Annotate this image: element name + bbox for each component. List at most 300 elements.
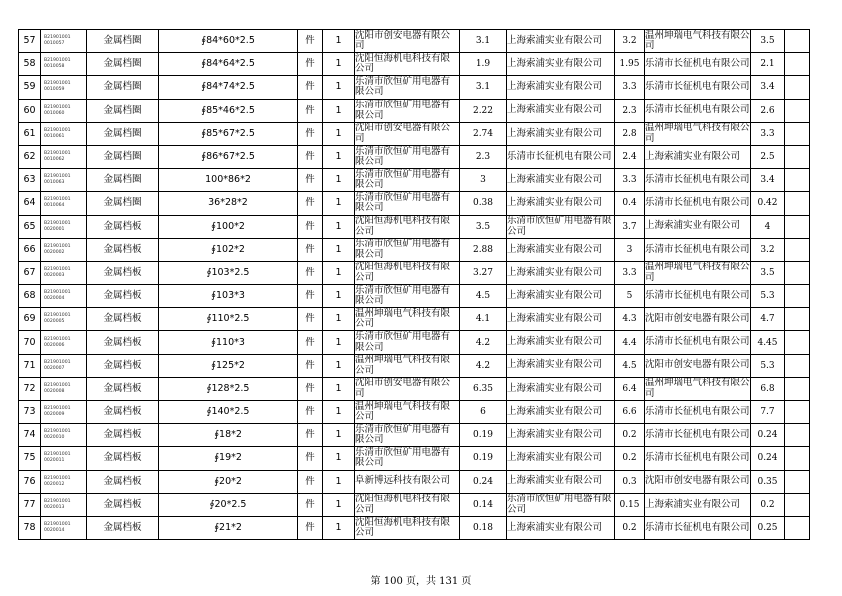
- material-name: 金属档圈: [87, 122, 159, 145]
- price-3: 3.2: [751, 238, 785, 261]
- supplier-1: 乐清市欣恒矿用电器有限公司: [355, 424, 460, 447]
- unit: 件: [298, 238, 323, 261]
- material-name: 金属档圈: [87, 169, 159, 192]
- page-footer: 第 100 页，共 131 页: [370, 576, 472, 587]
- supplier-3: 沈阳市创安电器有限公司: [645, 308, 751, 331]
- supplier-3: 乐清市长征机电有限公司: [645, 447, 751, 470]
- supplier-1: 乐清市欣恒矿用电器有限公司: [355, 192, 460, 215]
- supplier-3: 乐清市长征机电有限公司: [645, 331, 751, 354]
- material-spec: 100*86*2: [159, 169, 298, 192]
- price-2: 5: [615, 285, 645, 308]
- row-number: 75: [19, 447, 41, 470]
- price-1: 0.18: [460, 516, 507, 539]
- price-1: 0.19: [460, 447, 507, 470]
- blank-cell: [785, 238, 810, 261]
- material-name: 金属档圈: [87, 145, 159, 168]
- supplier-1: 沈阳恒海机电科技有限公司: [355, 261, 460, 284]
- material-name: 金属档板: [87, 261, 159, 284]
- supplier-1: 沈阳恒海机电科技有限公司: [355, 53, 460, 76]
- supplier-1: 温州坤瑞电气科技有限公司: [355, 308, 460, 331]
- blank-cell: [785, 76, 810, 99]
- price-1: 0.24: [460, 470, 507, 493]
- material-name: 金属档板: [87, 215, 159, 238]
- row-number: 71: [19, 354, 41, 377]
- material-code: B21901001 0020006: [41, 331, 87, 354]
- row-number: 72: [19, 377, 41, 400]
- price-3: 3.5: [751, 261, 785, 284]
- supplier-1: 乐清市欣恒矿用电器有限公司: [355, 447, 460, 470]
- material-code: B21901001 0020002: [41, 238, 87, 261]
- price-1: 3.5: [460, 215, 507, 238]
- material-name: 金属档板: [87, 377, 159, 400]
- price-1: 3.27: [460, 261, 507, 284]
- price-2: 3.3: [615, 169, 645, 192]
- blank-cell: [785, 447, 810, 470]
- quantity: 1: [323, 377, 355, 400]
- material-spec: ∮86*67*2.5: [159, 145, 298, 168]
- supplier-3: 乐清市长征机电有限公司: [645, 76, 751, 99]
- supplier-1: 沈阳恒海机电科技有限公司: [355, 215, 460, 238]
- supplier-3: 乐清市长征机电有限公司: [645, 99, 751, 122]
- material-spec: ∮84*74*2.5: [159, 76, 298, 99]
- material-name: 金属档圈: [87, 53, 159, 76]
- unit: 件: [298, 308, 323, 331]
- row-number: 68: [19, 285, 41, 308]
- price-3: 6.8: [751, 377, 785, 400]
- material-name: 金属档圈: [87, 76, 159, 99]
- price-1: 2.74: [460, 122, 507, 145]
- supplier-1: 沈阳恒海机电科技有限公司: [355, 516, 460, 539]
- quantity: 1: [323, 99, 355, 122]
- supplier-3: 乐清市长征机电有限公司: [645, 192, 751, 215]
- material-spec: ∮21*2: [159, 516, 298, 539]
- price-1: 4.5: [460, 285, 507, 308]
- supplier-3: 温州坤瑞电气科技有限公司: [645, 29, 750, 52]
- price-3: 3.4: [751, 76, 785, 99]
- table-row: [19, 285, 810, 308]
- price-3: 5.3: [751, 354, 785, 377]
- material-spec: ∮103*2.5: [159, 261, 298, 284]
- supplier-3: 上海索浦实业有限公司: [645, 493, 751, 516]
- supplier-1: 乐清市欣恒矿用电器有限公司: [355, 238, 460, 261]
- price-1: 2.22: [460, 99, 507, 122]
- supplier-1: 乐清市欣恒矿用电器有限公司: [355, 331, 460, 354]
- material-name: 金属档板: [87, 470, 159, 493]
- table-row: [19, 76, 810, 99]
- material-spec: ∮20*2: [159, 470, 298, 493]
- row-number: 64: [19, 192, 41, 215]
- supplier-3: 上海索浦实业有限公司: [645, 215, 751, 238]
- price-3: 4.7: [751, 308, 785, 331]
- row-number: 65: [19, 215, 41, 238]
- material-spec: ∮84*60*2.5: [159, 30, 298, 53]
- material-code: B21901001 0010064: [41, 192, 87, 215]
- table-row: [19, 169, 810, 192]
- supplier-1: 温州坤瑞电气科技有限公司: [355, 354, 460, 377]
- table-row: [19, 145, 810, 168]
- supplier-2: 上海索浦实业有限公司: [507, 354, 615, 377]
- price-2: 3.7: [615, 215, 645, 238]
- material-code: B21901001 0020012: [41, 470, 87, 493]
- blank-cell: [785, 99, 810, 122]
- price-2: 3.3: [615, 76, 645, 99]
- supplier-3: 温州坤瑞电气科技有限公司: [645, 377, 750, 399]
- unit: 件: [298, 377, 323, 400]
- quantity: 1: [323, 53, 355, 76]
- supplier-2: 上海索浦实业有限公司: [507, 447, 615, 470]
- price-2: 3: [615, 238, 645, 261]
- supplier-3: 乐清市长征机电有限公司: [645, 285, 751, 308]
- material-code: B21901001 0020005: [41, 308, 87, 331]
- unit: 件: [298, 447, 323, 470]
- table-row: [19, 30, 810, 53]
- price-3: 2.1: [751, 53, 785, 76]
- supplier-2: 乐清市长征机电有限公司: [507, 145, 615, 168]
- price-1: 6: [460, 401, 507, 424]
- unit: 件: [298, 192, 323, 215]
- material-spec: ∮128*2.5: [159, 377, 298, 400]
- price-1: 2.88: [460, 238, 507, 261]
- supplier-1: 乐清市欣恒矿用电器有限公司: [355, 76, 460, 99]
- price-1: 4.1: [460, 308, 507, 331]
- blank-cell: [785, 493, 810, 516]
- row-number: 58: [19, 53, 41, 76]
- supplier-2: 上海索浦实业有限公司: [507, 169, 615, 192]
- supplier-2: 上海索浦实业有限公司: [507, 331, 615, 354]
- supplier-3: 沈阳市创安电器有限公司: [645, 354, 751, 377]
- supplier-3: 乐清市长征机电有限公司: [645, 401, 751, 424]
- unit: 件: [298, 261, 323, 284]
- price-2: 1.95: [615, 53, 645, 76]
- price-1: 3.1: [460, 76, 507, 99]
- price-3: 2.6: [751, 99, 785, 122]
- material-code: B21901001 0020001: [41, 215, 87, 238]
- price-3: 4: [751, 215, 785, 238]
- supplier-2: 上海索浦实业有限公司: [507, 424, 615, 447]
- quantity: 1: [323, 145, 355, 168]
- blank-cell: [785, 30, 810, 53]
- unit: 件: [298, 470, 323, 493]
- supplier-3: 乐清市长征机电有限公司: [645, 53, 751, 76]
- table-row: [19, 261, 810, 284]
- row-number: 69: [19, 308, 41, 331]
- table-row: [19, 516, 810, 539]
- row-number: 78: [19, 516, 41, 539]
- price-3: 5.3: [751, 285, 785, 308]
- supplier-3: 温州坤瑞电气科技有限公司: [645, 261, 750, 283]
- quantity: 1: [323, 401, 355, 424]
- supplier-3: 乐清市长征机电有限公司: [645, 516, 751, 539]
- quotation-table: [18, 29, 810, 540]
- price-3: 4.45: [751, 331, 785, 354]
- quantity: 1: [323, 122, 355, 145]
- material-code: B21901001 0010062: [41, 145, 87, 168]
- blank-cell: [785, 285, 810, 308]
- quantity: 1: [323, 493, 355, 516]
- price-2: 0.3: [615, 470, 645, 493]
- material-name: 金属档板: [87, 238, 159, 261]
- material-spec: ∮84*64*2.5: [159, 53, 298, 76]
- supplier-1: 乐清市欣恒矿用电器有限公司: [355, 145, 460, 168]
- unit: 件: [298, 99, 323, 122]
- blank-cell: [785, 192, 810, 215]
- row-number: 76: [19, 470, 41, 493]
- material-code: B21901001 0020009: [41, 401, 87, 424]
- price-2: 3.2: [615, 30, 645, 53]
- price-3: 3.5: [751, 30, 785, 53]
- supplier-2: 上海索浦实业有限公司: [507, 377, 615, 400]
- supplier-1: 沈阳市创安电器有限公司: [355, 377, 460, 400]
- supplier-2: 上海索浦实业有限公司: [507, 30, 615, 53]
- table-row: [19, 354, 810, 377]
- unit: 件: [298, 122, 323, 145]
- supplier-2: 上海索浦实业有限公司: [507, 122, 615, 145]
- unit: 件: [298, 169, 323, 192]
- material-name: 金属档板: [87, 331, 159, 354]
- material-name: 金属档板: [87, 493, 159, 516]
- material-code: B21901001 0010057: [41, 30, 87, 53]
- material-code: B21901001 0020003: [41, 261, 87, 284]
- supplier-1: 沈阳市创安电器有限公司: [355, 30, 460, 53]
- unit: 件: [298, 145, 323, 168]
- quantity: 1: [323, 331, 355, 354]
- supplier-1: 沈阳市创安电器有限公司: [355, 122, 460, 145]
- quantity: 1: [323, 447, 355, 470]
- material-code: B21901001 0020007: [41, 354, 87, 377]
- table-row: [19, 215, 810, 238]
- quantity: 1: [323, 308, 355, 331]
- supplier-2: 上海索浦实业有限公司: [507, 401, 615, 424]
- material-code: B21901001 0010060: [41, 99, 87, 122]
- table-row: [19, 331, 810, 354]
- quantity: 1: [323, 354, 355, 377]
- table-row: [19, 401, 810, 424]
- material-spec: ∮85*67*2.5: [159, 122, 298, 145]
- material-name: 金属档板: [87, 516, 159, 539]
- supplier-1: 乐清市欣恒矿用电器有限公司: [355, 99, 460, 122]
- row-number: 67: [19, 261, 41, 284]
- blank-cell: [785, 261, 810, 284]
- material-spec: ∮125*2: [159, 354, 298, 377]
- price-2: 4.3: [615, 308, 645, 331]
- price-2: 4.5: [615, 354, 645, 377]
- material-spec: ∮110*2.5: [159, 308, 298, 331]
- price-2: 2.4: [615, 145, 645, 168]
- material-name: 金属档圈: [87, 192, 159, 215]
- material-code: B21901001 0010058: [41, 53, 87, 76]
- quantity: 1: [323, 238, 355, 261]
- blank-cell: [785, 169, 810, 192]
- quantity: 1: [323, 516, 355, 539]
- material-code: B21901001 0020010: [41, 424, 87, 447]
- material-name: 金属档圈: [87, 99, 159, 122]
- table-row: [19, 447, 810, 470]
- table-row: [19, 493, 810, 516]
- material-spec: ∮18*2: [159, 424, 298, 447]
- supplier-2: 上海索浦实业有限公司: [507, 308, 615, 331]
- price-2: 0.4: [615, 192, 645, 215]
- price-2: 6.6: [615, 401, 645, 424]
- quantity: 1: [323, 470, 355, 493]
- material-code: B21901001 0010061: [41, 122, 87, 145]
- supplier-2: 上海索浦实业有限公司: [507, 285, 615, 308]
- unit: 件: [298, 354, 323, 377]
- unit: 件: [298, 30, 323, 53]
- blank-cell: [785, 401, 810, 424]
- price-2: 0.2: [615, 424, 645, 447]
- price-1: 6.35: [460, 377, 507, 400]
- supplier-2: 上海索浦实业有限公司: [507, 76, 615, 99]
- unit: 件: [298, 215, 323, 238]
- blank-cell: [785, 122, 810, 145]
- price-3: 7.7: [751, 401, 785, 424]
- supplier-2: 上海索浦实业有限公司: [507, 516, 615, 539]
- supplier-2: 乐清市欣恒矿用电器有限公司: [507, 215, 615, 238]
- supplier-1: 乐清市欣恒矿用电器有限公司: [355, 285, 460, 308]
- material-name: 金属档板: [87, 308, 159, 331]
- supplier-2: 乐清市欣恒矿用电器有限公司: [507, 493, 615, 516]
- table-row: [19, 238, 810, 261]
- supplier-2: 上海索浦实业有限公司: [507, 53, 615, 76]
- price-1: 0.14: [460, 493, 507, 516]
- supplier-3: 沈阳市创安电器有限公司: [645, 470, 751, 493]
- supplier-3: 乐清市长征机电有限公司: [645, 169, 751, 192]
- supplier-2: 上海索浦实业有限公司: [507, 261, 615, 284]
- material-name: 金属档板: [87, 447, 159, 470]
- supplier-1: 温州坤瑞电气科技有限公司: [355, 401, 460, 424]
- price-1: 0.19: [460, 424, 507, 447]
- supplier-2: 上海索浦实业有限公司: [507, 192, 615, 215]
- price-3: 0.25: [751, 516, 785, 539]
- price-3: 0.24: [751, 447, 785, 470]
- price-3: 0.42: [751, 192, 785, 215]
- blank-cell: [785, 470, 810, 493]
- blank-cell: [785, 516, 810, 539]
- quantity: 1: [323, 30, 355, 53]
- price-2: 3.3: [615, 261, 645, 284]
- table-row: [19, 53, 810, 76]
- material-spec: ∮140*2.5: [159, 401, 298, 424]
- row-number: 73: [19, 401, 41, 424]
- unit: 件: [298, 331, 323, 354]
- row-number: 61: [19, 122, 41, 145]
- price-2: 6.4: [615, 377, 645, 400]
- material-spec: ∮102*2: [159, 238, 298, 261]
- supplier-3: 乐清市长征机电有限公司: [645, 424, 751, 447]
- table-row: [19, 377, 810, 400]
- material-name: 金属档板: [87, 285, 159, 308]
- unit: 件: [298, 53, 323, 76]
- unit: 件: [298, 516, 323, 539]
- price-2: 0.2: [615, 516, 645, 539]
- table-row: [19, 470, 810, 493]
- material-spec: ∮85*46*2.5: [159, 99, 298, 122]
- blank-cell: [785, 331, 810, 354]
- blank-cell: [785, 354, 810, 377]
- material-code: B21901001 0010059: [41, 76, 87, 99]
- quantity: 1: [323, 76, 355, 99]
- price-2: 2.8: [615, 122, 645, 145]
- price-1: 3: [460, 169, 507, 192]
- price-1: 3.1: [460, 30, 507, 53]
- row-number: 70: [19, 331, 41, 354]
- blank-cell: [785, 53, 810, 76]
- unit: 件: [298, 76, 323, 99]
- table-body: [19, 30, 810, 540]
- material-spec: ∮19*2: [159, 447, 298, 470]
- price-2: 2.3: [615, 99, 645, 122]
- unit: 件: [298, 285, 323, 308]
- material-code: B21901001 0020008: [41, 377, 87, 400]
- row-number: 66: [19, 238, 41, 261]
- price-3: 0.35: [751, 470, 785, 493]
- material-code: B21901001 0020004: [41, 285, 87, 308]
- supplier-3: 上海索浦实业有限公司: [645, 145, 751, 168]
- row-number: 57: [19, 30, 41, 53]
- table-row: [19, 99, 810, 122]
- price-2: 4.4: [615, 331, 645, 354]
- material-name: 金属档板: [87, 424, 159, 447]
- unit: 件: [298, 424, 323, 447]
- material-code: B21901001 0020011: [41, 447, 87, 470]
- price-1: 1.9: [460, 53, 507, 76]
- price-3: 3.3: [751, 122, 785, 145]
- table-row: [19, 192, 810, 215]
- blank-cell: [785, 145, 810, 168]
- quantity: 1: [323, 261, 355, 284]
- price-3: 0.2: [751, 493, 785, 516]
- price-2: 0.2: [615, 447, 645, 470]
- table-row: [19, 122, 810, 145]
- quantity: 1: [323, 215, 355, 238]
- table-row: [19, 424, 810, 447]
- material-name: 金属档板: [87, 401, 159, 424]
- price-3: 0.24: [751, 424, 785, 447]
- material-spec: 36*28*2: [159, 192, 298, 215]
- table-row: [19, 308, 810, 331]
- supplier-2: 上海索浦实业有限公司: [507, 470, 615, 493]
- material-code: B21901001 0010063: [41, 169, 87, 192]
- row-number: 59: [19, 76, 41, 99]
- quantity: 1: [323, 192, 355, 215]
- unit: 件: [298, 493, 323, 516]
- material-code: B21901001 0020014: [41, 516, 87, 539]
- material-spec: ∮103*3: [159, 285, 298, 308]
- row-number: 60: [19, 99, 41, 122]
- material-spec: ∮110*3: [159, 331, 298, 354]
- supplier-3: 温州坤瑞电气科技有限公司: [645, 122, 750, 144]
- quantity: 1: [323, 285, 355, 308]
- price-3: 2.5: [751, 145, 785, 168]
- quantity: 1: [323, 424, 355, 447]
- supplier-1: 乐清市欣恒矿用电器有限公司: [355, 169, 460, 192]
- price-1: 0.38: [460, 192, 507, 215]
- supplier-1: 沈阳恒海机电科技有限公司: [355, 493, 460, 516]
- supplier-3: 乐清市长征机电有限公司: [645, 238, 751, 261]
- price-2: 0.15: [615, 493, 645, 516]
- material-spec: ∮20*2.5: [159, 493, 298, 516]
- material-name: 金属档板: [87, 354, 159, 377]
- unit: 件: [298, 401, 323, 424]
- supplier-2: 上海索浦实业有限公司: [507, 238, 615, 261]
- price-3: 3.4: [751, 169, 785, 192]
- material-code: B21901001 0020013: [41, 493, 87, 516]
- quantity: 1: [323, 169, 355, 192]
- row-number: 74: [19, 424, 41, 447]
- material-name: 金属档圈: [87, 30, 159, 53]
- supplier-1: 阜新博远科技有限公司: [355, 470, 460, 493]
- price-1: 4.2: [460, 354, 507, 377]
